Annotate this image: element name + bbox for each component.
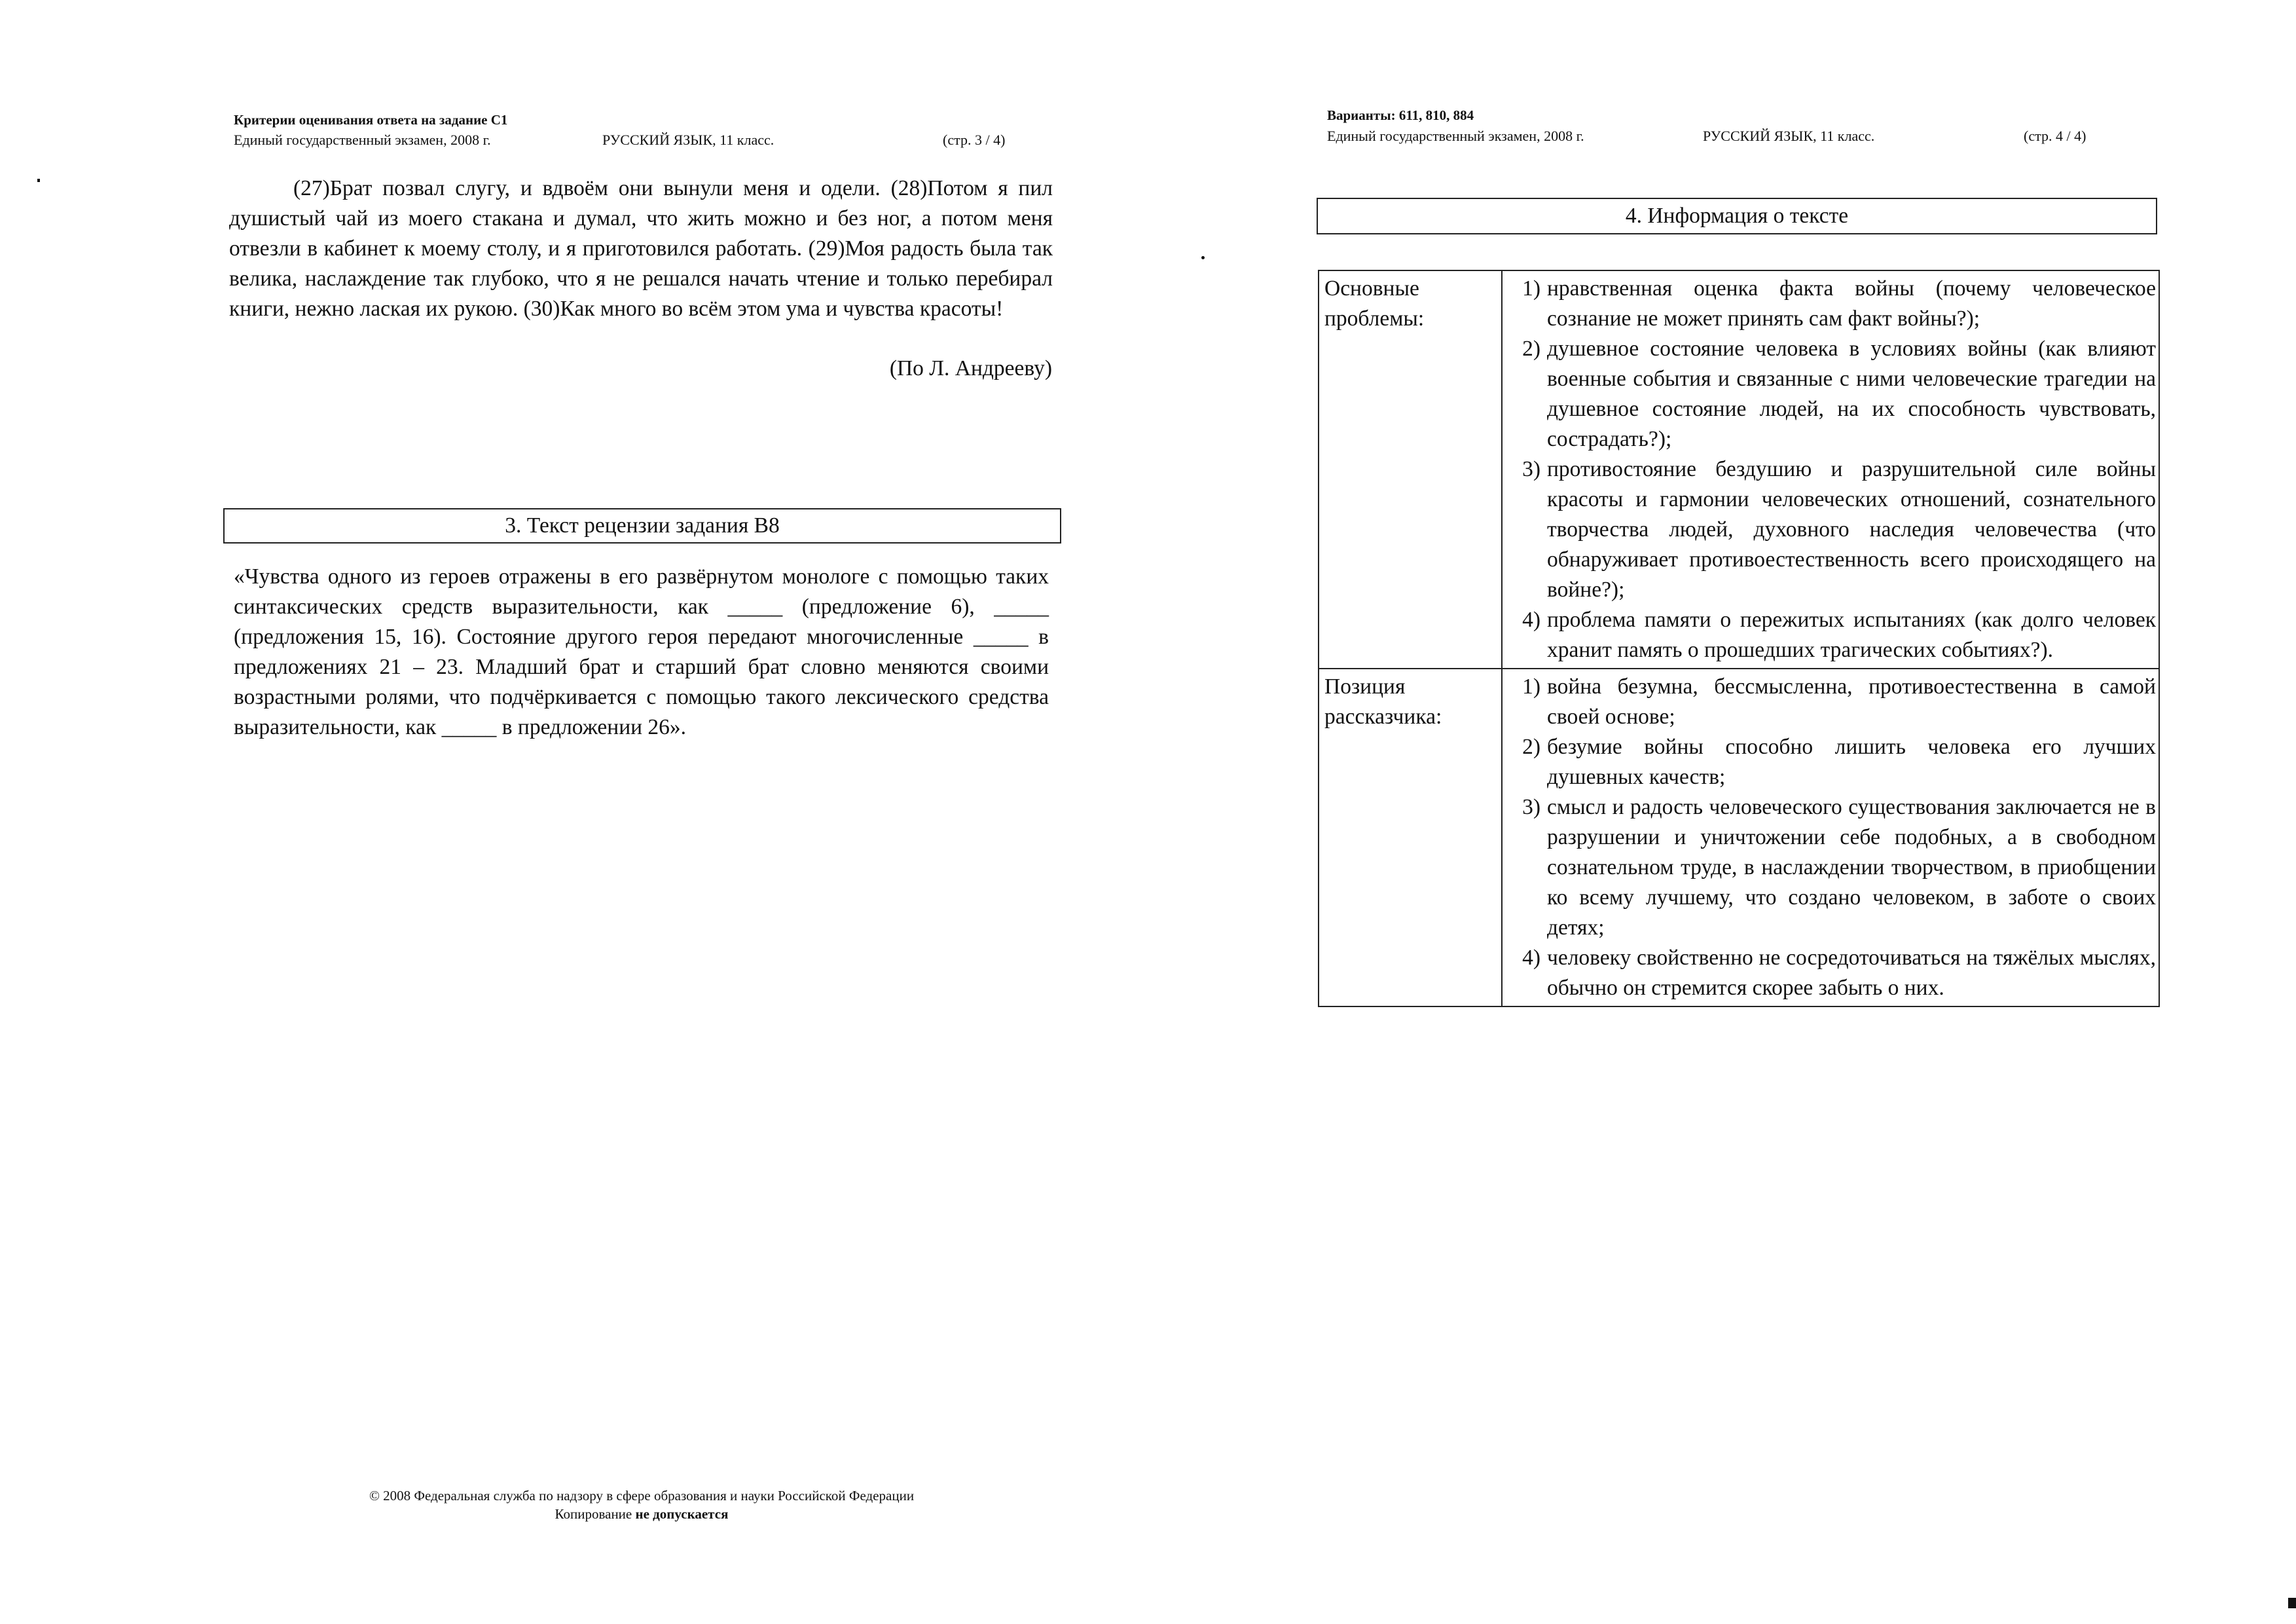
- list-item: 4) человеку свойственно не сосредоточиваться на тяжёлых мыслях, обычно он стремится скорее забыть о них.: [1522, 946, 2156, 1000]
- criteria-title: Критерии оценивания ответа на задание С1: [234, 112, 508, 128]
- left-header-line: [234, 132, 1072, 149]
- list-item: 2) душевное состояние человека в условиях войны (как влияют военные события и связанные с ними человеческие трагедии на душевное состояние людей, на их способность чувствовать, сострадать?);: [1522, 337, 2156, 451]
- scan-speck: [1201, 256, 1205, 259]
- position-row: [1319, 669, 2159, 1006]
- problems-row: [1319, 270, 2159, 669]
- exam-name: Единый государственный экзамен, 2008 г.: [234, 132, 491, 148]
- passage-text: (27)Брат позвал слугу, и вдвоём они вынули меня и одели. (28)Потом я пил душистый чай из моего стакана и думал, что жить можно и без ног, а потом меня отвезли в кабинет к моему столу, и я приготовился работать. (29)Моя радость была так велика, наслаждение так глубоко, что я не решался начать чтение и только перебирал книги, нежно лаская их рукою. (30)Как много во всём этом ума и чувства красоты!: [229, 176, 1053, 321]
- footer-copyright: © 2008 Федеральная служба по надзору в сфере образования и науки Российской Федерации: [369, 1488, 915, 1504]
- section-3-title: 3. Текст рецензии задания В8: [223, 508, 1061, 544]
- section-4-title: 4. Информация о тексте: [1317, 198, 2157, 234]
- list-item: 1) нравственная оценка факта войны (почему человеческое сознание не может принять сам факт войны?);: [1522, 276, 2156, 331]
- list-item: 2) безумие войны способно лишить человека его лучших душевных качеств;: [1522, 735, 2156, 789]
- variants-label: Варианты: 611, 810, 884: [1327, 107, 1474, 123]
- position-label: Позиция рассказчика:: [1319, 669, 1502, 1006]
- list-item: 3) противостояние бездушию и разрушительной силе войны красоты и гармонии человеческих отношений, сознательного творчества людей, духовного наследия человечества (что обнаруживает противоестественность всего происходящего на войне?);: [1522, 457, 2156, 602]
- subject-name: РУССКИЙ ЯЗЫК, 11 класс.: [1703, 128, 1875, 144]
- exam-name: Единый государственный экзамен, 2008 г.: [1327, 128, 1584, 144]
- page-number: (стр. 4 / 4): [2024, 128, 2086, 144]
- passage-attribution: (По Л. Андрееву): [889, 356, 1052, 380]
- subject-name: РУССКИЙ ЯЗЫК, 11 класс.: [602, 132, 774, 148]
- text-info-table: [1318, 270, 2160, 1007]
- scan-speck: [37, 179, 40, 182]
- scan-speck: [2288, 1598, 2296, 1608]
- footer-copy-bold: не допускается: [635, 1506, 729, 1522]
- right-page: [1148, 0, 2296, 1624]
- problems-list: [1502, 270, 2159, 669]
- list-item: 4) проблема памяти о пережитых испытаниях (как долго человек хранит память о прошедших трагических событиях?).: [1522, 608, 2156, 662]
- review-text: «Чувства одного из героев отражены в его развёрнутом монологе с помощью таких синтаксических средств выразительности, как _____ (предложение 6), _____ (предложения 15, 16). Состояние другого героя передают многочисленные _____ в предложениях 21 – 23. Младший брат и старший брат словно меняются своими возрастными ролями, что подчёркивается с помощью такого лексического средства выразительности, как _____ в предложении 26».: [234, 564, 1049, 739]
- position-list: [1502, 669, 2159, 1006]
- problems-label: Основные проблемы:: [1319, 270, 1502, 669]
- footer-copy-prefix: Копирование: [555, 1506, 636, 1522]
- footer-copy-notice: [314, 1505, 969, 1523]
- right-header-line: [1327, 128, 2178, 145]
- list-item: 3) смысл и радость человеческого существования заключается не в разрушении и уничтожении себе подобных, а в свободном сознательном труде, в наслаждении творчеством, в приобщении ко всему лучшему, что создано человеком, в заботе о своих детях;: [1522, 795, 2156, 940]
- page-number: (стр. 3 / 4): [943, 132, 1006, 148]
- list-item: 1) война безумна, бессмысленна, противоестественна в самой своей основе;: [1522, 674, 2156, 729]
